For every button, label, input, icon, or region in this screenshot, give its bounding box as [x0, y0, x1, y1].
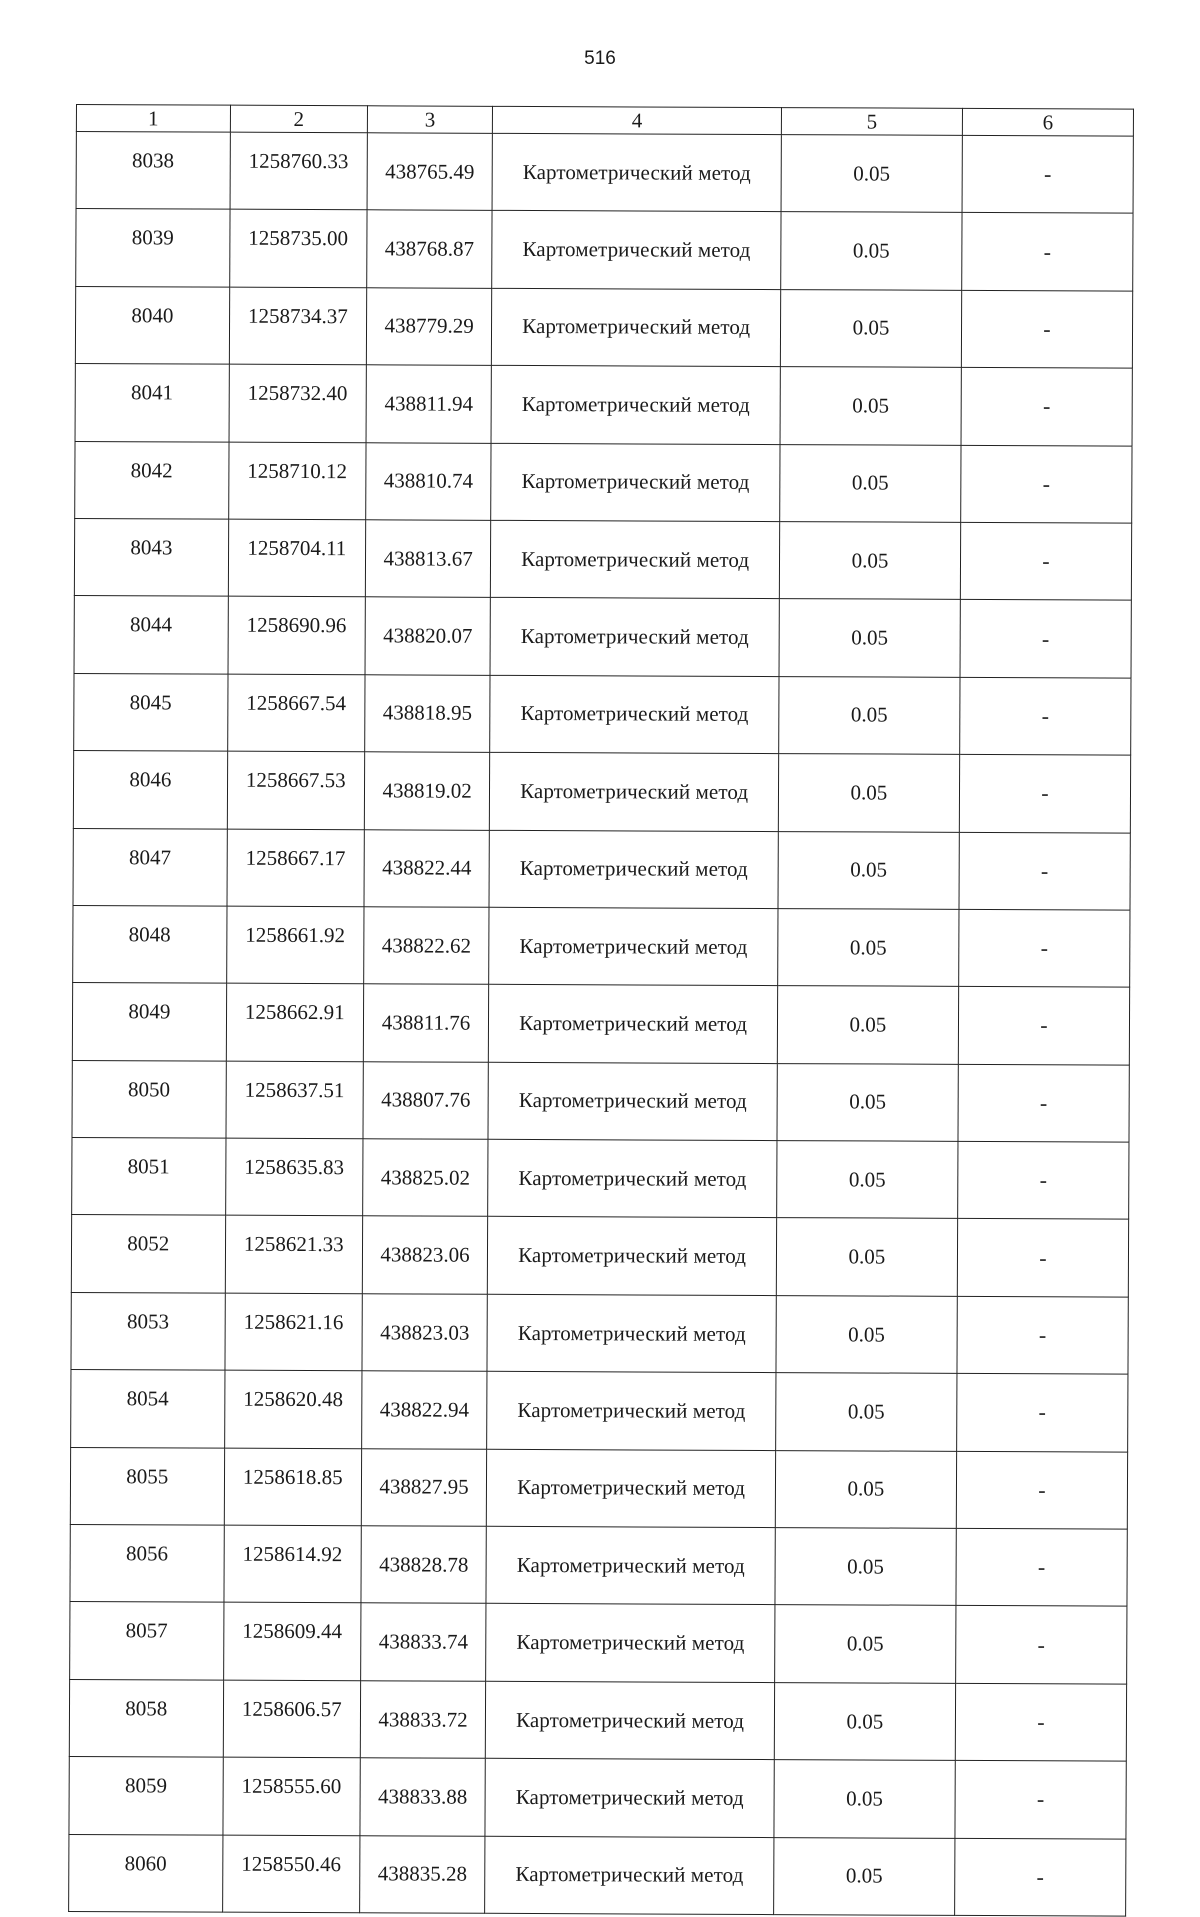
x-coordinate-cell: 1258667.54 — [227, 674, 365, 752]
note-cell: - — [957, 1374, 1128, 1452]
table-row — [73, 751, 1130, 833]
y-coordinate-cell: 438828.78 — [361, 1526, 487, 1604]
y-coordinate-cell: 438810.74 — [366, 442, 492, 520]
point-number-cell: 8043 — [74, 518, 228, 596]
header-col-6: 6 — [962, 108, 1133, 136]
note-cell: - — [956, 1606, 1127, 1684]
accuracy-cell: 0.05 — [775, 1528, 956, 1606]
x-coordinate-cell: 1258635.83 — [225, 1138, 363, 1216]
table-row — [73, 828, 1130, 910]
point-number-cell: 8048 — [73, 905, 227, 983]
accuracy-cell: 0.05 — [775, 1450, 956, 1528]
accuracy-cell: 0.05 — [778, 831, 959, 909]
note-cell: - — [954, 1838, 1125, 1916]
method-cell: Картометрический метод — [490, 675, 779, 754]
point-number-cell: 8051 — [72, 1138, 226, 1216]
y-coordinate-cell: 438823.03 — [362, 1294, 488, 1372]
accuracy-cell: 0.05 — [778, 754, 959, 832]
x-coordinate-cell: 1258661.92 — [226, 906, 364, 984]
note-cell: - — [961, 290, 1132, 368]
table-row — [76, 132, 1133, 214]
y-coordinate-cell: 438811.94 — [366, 365, 492, 443]
y-coordinate-cell: 438822.44 — [364, 829, 490, 907]
method-cell: Картометрический метод — [485, 1759, 774, 1838]
note-cell: - — [959, 909, 1130, 987]
x-coordinate-cell: 1258704.11 — [228, 519, 366, 597]
point-number-cell: 8049 — [72, 983, 226, 1061]
y-coordinate-cell: 438835.28 — [360, 1835, 486, 1913]
point-number-cell: 8057 — [70, 1602, 224, 1680]
method-cell: Картометрический метод — [487, 1372, 776, 1451]
accuracy-cell: 0.05 — [780, 289, 961, 367]
accuracy-cell: 0.05 — [780, 444, 961, 522]
y-coordinate-cell: 438833.74 — [361, 1603, 487, 1681]
x-coordinate-cell: 1258732.40 — [229, 364, 367, 442]
header-col-3: 3 — [367, 106, 492, 134]
accuracy-cell: 0.05 — [776, 1295, 957, 1373]
x-coordinate-cell: 1258734.37 — [229, 287, 367, 365]
y-coordinate-cell: 438823.06 — [362, 1216, 488, 1294]
point-number-cell: 8047 — [73, 828, 227, 906]
y-coordinate-cell: 438819.02 — [364, 752, 490, 830]
x-coordinate-cell: 1258614.92 — [224, 1525, 362, 1603]
table-row — [74, 518, 1131, 600]
accuracy-cell: 0.05 — [778, 908, 959, 986]
accuracy-cell: 0.05 — [779, 599, 960, 677]
accuracy-cell: 0.05 — [779, 676, 960, 754]
x-coordinate-cell: 1258620.48 — [224, 1370, 362, 1448]
method-cell: Картометрический метод — [488, 1062, 777, 1141]
point-number-cell: 8045 — [74, 673, 228, 751]
x-coordinate-cell: 1258667.17 — [227, 829, 365, 907]
accuracy-cell: 0.05 — [777, 1141, 958, 1219]
table-row — [73, 905, 1130, 987]
x-coordinate-cell: 1258690.96 — [228, 597, 366, 675]
y-coordinate-cell: 438825.02 — [363, 1139, 489, 1217]
coordinates-table — [68, 104, 1134, 1917]
table-row — [71, 1215, 1128, 1297]
method-cell: Картометрический метод — [491, 365, 780, 444]
point-number-cell: 8058 — [69, 1679, 223, 1757]
accuracy-cell: 0.05 — [776, 1373, 957, 1451]
point-number-cell: 8050 — [72, 1060, 226, 1138]
y-coordinate-cell: 438820.07 — [365, 597, 491, 675]
method-cell: Картометрический метод — [488, 1139, 777, 1218]
y-coordinate-cell: 438811.76 — [363, 984, 489, 1062]
table-row — [72, 1060, 1129, 1142]
table-row — [70, 1447, 1127, 1529]
point-number-cell: 8044 — [74, 596, 228, 674]
method-cell: Картометрический метод — [489, 985, 778, 1064]
method-cell: Картометрический метод — [491, 520, 780, 599]
note-cell: - — [959, 754, 1130, 832]
note-cell: - — [960, 677, 1131, 755]
y-coordinate-cell: 438765.49 — [367, 133, 493, 211]
x-coordinate-cell: 1258606.57 — [223, 1680, 361, 1758]
note-cell: - — [959, 832, 1130, 910]
point-number-cell: 8059 — [69, 1757, 223, 1835]
table-body — [69, 132, 1134, 1917]
x-coordinate-cell: 1258710.12 — [228, 442, 366, 520]
table-row — [71, 1370, 1128, 1452]
header-col-2: 2 — [230, 105, 367, 133]
table-row — [71, 1292, 1128, 1374]
y-coordinate-cell: 438822.94 — [362, 1371, 488, 1449]
y-coordinate-cell: 438822.62 — [364, 907, 490, 985]
point-number-cell: 8053 — [71, 1292, 225, 1370]
method-cell: Картометрический метод — [491, 443, 780, 522]
x-coordinate-cell: 1258735.00 — [229, 210, 367, 288]
note-cell: - — [958, 1064, 1129, 1142]
method-cell: Картометрический метод — [490, 752, 779, 831]
method-cell: Картометрический метод — [489, 907, 778, 986]
accuracy-cell: 0.05 — [774, 1760, 955, 1838]
point-number-cell: 8046 — [73, 751, 227, 829]
accuracy-cell: 0.05 — [777, 986, 958, 1064]
x-coordinate-cell: 1258621.16 — [225, 1293, 363, 1371]
y-coordinate-cell: 438813.67 — [365, 520, 491, 598]
note-cell: - — [957, 1296, 1128, 1374]
x-coordinate-cell: 1258621.33 — [225, 1216, 363, 1294]
note-cell: - — [958, 987, 1129, 1065]
method-cell: Картометрический метод — [492, 133, 781, 212]
table-row — [75, 441, 1132, 523]
x-coordinate-cell: 1258662.91 — [226, 983, 364, 1061]
note-cell: - — [961, 368, 1132, 446]
point-number-cell: 8056 — [70, 1525, 224, 1603]
method-cell: Картометрический метод — [488, 1217, 777, 1296]
method-cell: Картометрический метод — [490, 598, 779, 677]
point-number-cell: 8039 — [76, 209, 230, 287]
accuracy-cell: 0.05 — [780, 367, 961, 445]
accuracy-cell: 0.05 — [774, 1837, 955, 1915]
note-cell: - — [955, 1761, 1126, 1839]
note-cell: - — [955, 1683, 1126, 1761]
note-cell: - — [956, 1528, 1127, 1606]
table-row — [74, 673, 1131, 755]
method-cell: Картометрический метод — [487, 1449, 776, 1528]
table-row — [69, 1834, 1126, 1916]
accuracy-cell: 0.05 — [776, 1218, 957, 1296]
method-cell: Картометрический метод — [492, 288, 781, 367]
y-coordinate-cell: 438807.76 — [363, 1061, 489, 1139]
y-coordinate-cell: 438833.88 — [360, 1758, 486, 1836]
accuracy-cell: 0.05 — [777, 1063, 958, 1141]
header-col-1: 1 — [76, 105, 230, 133]
table-row — [75, 286, 1132, 368]
note-cell: - — [962, 135, 1133, 213]
accuracy-cell: 0.05 — [781, 212, 962, 290]
header-col-5: 5 — [781, 108, 962, 136]
method-cell: Картометрический метод — [489, 830, 778, 909]
method-cell: Картометрический метод — [487, 1294, 776, 1373]
method-cell: Картометрический метод — [492, 211, 781, 290]
accuracy-cell: 0.05 — [779, 522, 960, 600]
point-number-cell: 8052 — [71, 1215, 225, 1293]
x-coordinate-cell: 1258760.33 — [230, 132, 368, 210]
point-number-cell: 8042 — [75, 441, 229, 519]
point-number-cell: 8060 — [69, 1834, 223, 1912]
note-cell: - — [960, 600, 1131, 678]
point-number-cell: 8040 — [75, 286, 229, 364]
y-coordinate-cell: 438833.72 — [360, 1681, 486, 1759]
accuracy-cell: 0.05 — [775, 1605, 956, 1683]
y-coordinate-cell: 438827.95 — [361, 1448, 487, 1526]
x-coordinate-cell: 1258609.44 — [223, 1603, 361, 1681]
y-coordinate-cell: 438818.95 — [365, 675, 491, 753]
table-row — [74, 596, 1131, 678]
note-cell: - — [958, 1141, 1129, 1219]
table-row — [69, 1757, 1126, 1839]
note-cell: - — [961, 445, 1132, 523]
point-number-cell: 8054 — [71, 1370, 225, 1448]
table-row — [70, 1525, 1127, 1607]
header-col-4: 4 — [493, 106, 782, 134]
x-coordinate-cell: 1258667.53 — [227, 751, 365, 829]
note-cell: - — [960, 522, 1131, 600]
point-number-cell: 8041 — [75, 364, 229, 442]
x-coordinate-cell: 1258637.51 — [226, 1061, 364, 1139]
table-row — [72, 983, 1129, 1065]
method-cell: Картометрический метод — [486, 1681, 775, 1760]
note-cell: - — [962, 213, 1133, 291]
accuracy-cell: 0.05 — [781, 135, 962, 213]
note-cell: - — [957, 1219, 1128, 1297]
point-number-cell: 8055 — [70, 1447, 224, 1525]
x-coordinate-cell: 1258618.85 — [224, 1448, 362, 1526]
method-cell: Картометрический метод — [485, 1836, 774, 1915]
page-number: 516 — [584, 48, 616, 69]
table-row — [72, 1138, 1129, 1220]
table-row — [69, 1679, 1126, 1761]
y-coordinate-cell: 438768.87 — [367, 210, 493, 288]
table-row — [70, 1602, 1127, 1684]
x-coordinate-cell: 1258550.46 — [222, 1835, 360, 1913]
table-row — [76, 209, 1133, 291]
table-row — [75, 364, 1132, 446]
x-coordinate-cell: 1258555.60 — [223, 1757, 361, 1835]
accuracy-cell: 0.05 — [774, 1682, 955, 1760]
method-cell: Картометрический метод — [486, 1604, 775, 1683]
y-coordinate-cell: 438779.29 — [366, 288, 492, 366]
method-cell: Картометрический метод — [486, 1526, 775, 1605]
note-cell: - — [956, 1451, 1127, 1529]
point-number-cell: 8038 — [76, 132, 230, 210]
